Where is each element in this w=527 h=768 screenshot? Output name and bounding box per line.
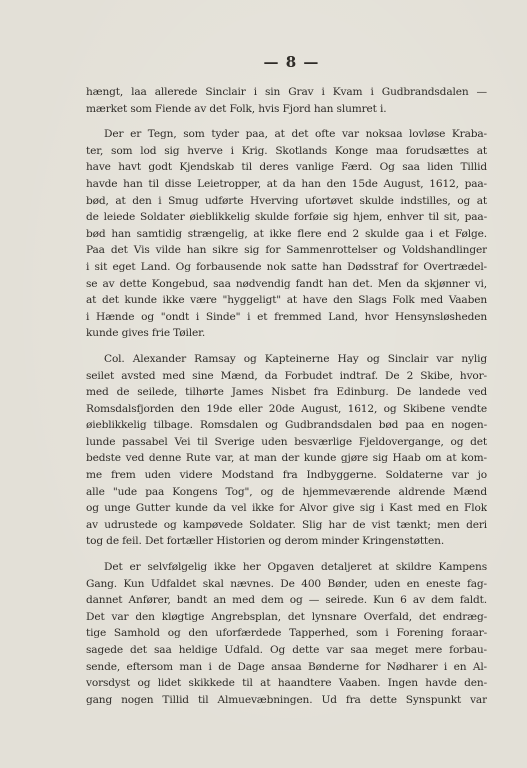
text-line: lunde passabel Vei til Sverige uden besværlige Fjeldovergange, og det <box>86 435 487 448</box>
text-line: mærket som Fiende av det Folk, hvis Fjord han slumret i. <box>86 102 387 115</box>
text-line: dannet Anfører, bandt an med dem og — seirede. Kun 6 av dem faldt. <box>86 594 487 607</box>
text-line: bød, at den i Smug udførte Hverving ufortøvet skulde indstilles, og at <box>86 194 487 207</box>
text-line: sagede det saa heldige Udfald. Og dette var saa meget mere forbau- <box>86 644 487 656</box>
text-line: hængt, laa allerede Sinclair i sin Grav i Kvam i Gudbrandsdalen — <box>86 86 487 98</box>
text-line: me frem uden videre Modstand fra Indbyggerne. Soldaterne var jo <box>86 469 487 482</box>
text-line: øieblikkelig tilbage. Romsdalen og Gudbrandsdalen bød paa en nogen- <box>86 419 487 432</box>
text-line: de leiede Soldater øieblikkelig skulde forføie sig hjem, enhver til sit, paa- <box>86 211 487 224</box>
text-line: Paa det Vis vilde han sikre sig for Sammenrottelser og Voldshandlinger <box>86 244 487 257</box>
text-line: Der er Tegn, som tyder paa, at det ofte var noksaa lovløse Kraba- <box>104 128 487 141</box>
text-line: at det kunde ikke være "hyggeligt" at have den Slags Folk med Vaaben <box>86 294 487 307</box>
text-line: med de seilede, tilhørte James Nisbet fra Edinburg. De landede ved <box>86 386 487 399</box>
text-line: Det var den kløgtige Angrebsplan, det lynsnare Overfald, det endræg- <box>86 610 487 623</box>
text-line: sende, eftersom man i de Dage ansaa Bønderne for Nødharer i en Al- <box>86 660 487 673</box>
paragraph-1 <box>86 84 487 117</box>
text-line: alle "ude paa Kongens Tog", og de hjemmeværende aldrende Mænd <box>86 485 487 498</box>
text-line: i Hænde og "ondt i Sinde" i et fremmed Land, hvor Hensynsløsheden <box>86 310 487 323</box>
text-line: Romsdalsfjorden den 19de eller 20de August, 1612, og Skibene vendte <box>86 402 487 415</box>
text-line: bød han samtidig strængelig, at ikke flere end 2 skulde gaa i et Følge. <box>86 227 487 240</box>
text-line: i sit eget Land. Og forbausende nok satte han Dødsstraf for Overtrædel- <box>86 260 487 273</box>
text-line: tige Samhold og den uforfærdede Tapperhed, som i Forening foraar- <box>86 627 487 640</box>
text-line: kunde gives frie Tøiler. <box>86 327 206 340</box>
text-line: gang nogen Tillid til Almuevæbningen. Ud fra dette Synspunkt var <box>86 693 487 706</box>
text-line: bedste ved denne Rute var, at man der kunde gjøre sig Haab om at kom- <box>86 452 487 465</box>
text-line: tog de feil. Det fortæller Historien og derom minder Kringenstøtten. <box>86 535 445 548</box>
text-line: Col. Alexander Ramsay og Kapteinerne Hay og Sinclair var nylig <box>104 352 487 365</box>
text-line: Gang. Kun Udfaldet skal nævnes. De 400 Bønder, uden en eneste fag- <box>86 577 487 590</box>
text-line: have havt godt Kjendskab til deres vanlige Færd. Og saa liden Tillid <box>86 161 487 174</box>
text-line: havde han til disse Leietropper, at da han den 15de August, 1612, paa- <box>86 177 487 190</box>
text-line: av udrustede og kampøvede Soldater. Slig har de vist tænkt; men deri <box>86 518 487 531</box>
text-line: vorsdyst og lidet skikkede til at haandtere Vaaben. Ingen havde den- <box>86 677 487 690</box>
paragraph-2 <box>86 126 487 342</box>
text-line: seilet avsted med sine Mænd, da Forbudet indtraf. De 2 Skibe, hvor- <box>86 369 487 382</box>
body-text <box>86 84 487 708</box>
paragraph-4 <box>86 559 487 708</box>
text-line: se av dette Kongebud, saa nødvendig fandt han det. Men da skjønner vi, <box>86 277 487 290</box>
text-line: ter, som lod sig hverve i Krig. Skotlands Konge maa forudsættes at <box>86 144 487 157</box>
text-line: Det er selvfølgelig ikke her Opgaven detaljeret at skildre Kampens <box>104 561 487 574</box>
page-number: — 8 — <box>263 53 320 71</box>
text-line: og unge Gutter kunde da vel ikke for Alvor give sig i Kast med en Flok <box>86 502 487 515</box>
paragraph-3 <box>86 351 487 550</box>
